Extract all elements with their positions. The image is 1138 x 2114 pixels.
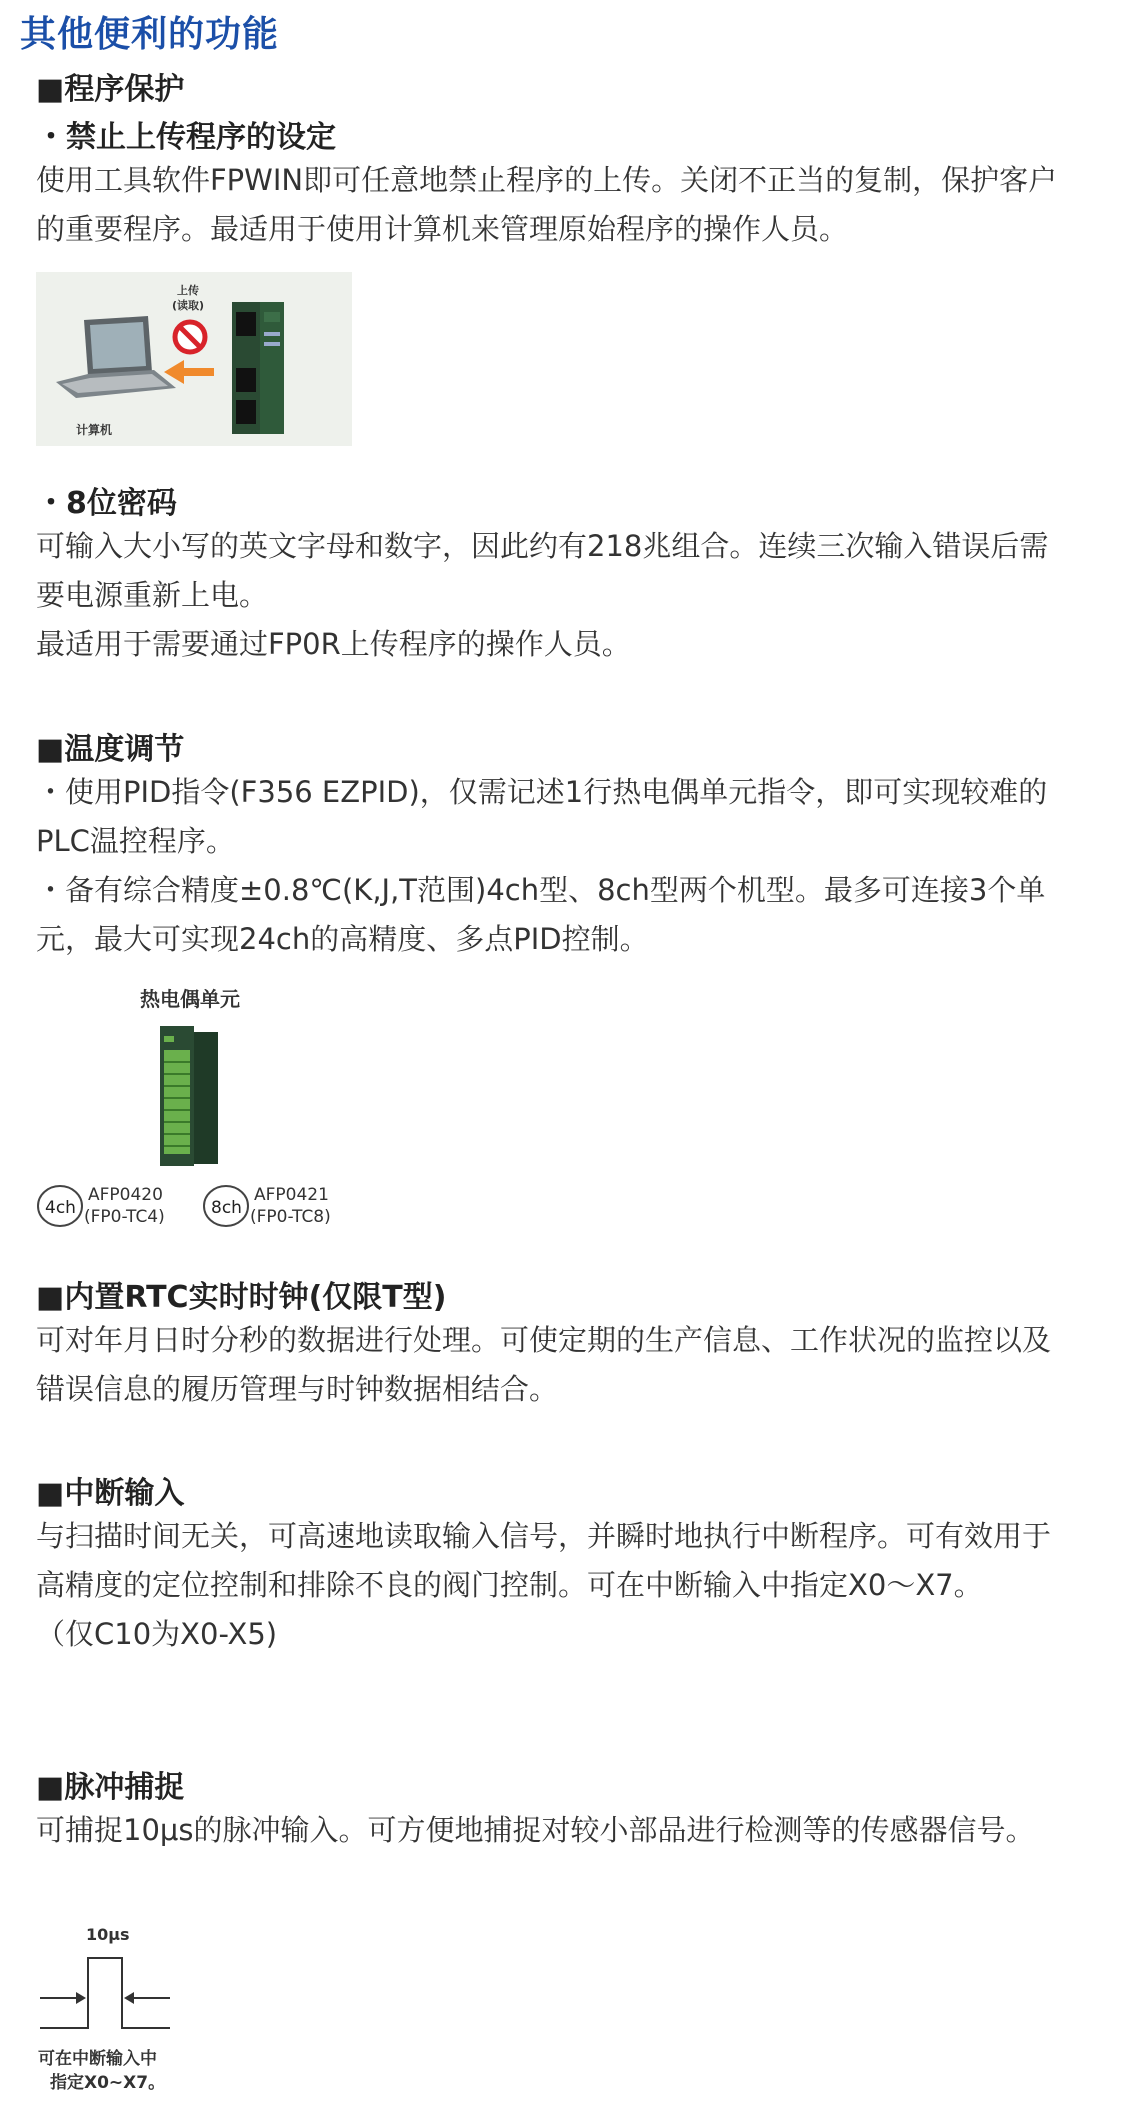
read-label: (读取) (172, 299, 205, 312)
pulse-caption-2: 指定X0~X7。 (50, 2073, 166, 2093)
model-2-code: AFP0421 (254, 1185, 329, 1205)
model-2-name: (FP0-TC8) (250, 1207, 331, 1227)
temperature-paragraph-1: ・使用PID指令(F356 EZPID)，仅需记述1行热电偶单元指令，即可实现较难的PLC温控程序。 (36, 775, 1048, 858)
thermocouple-unit-icon (160, 1026, 218, 1166)
plc-icon (232, 302, 284, 434)
thermocouple-unit-label: 热电偶单元 (140, 987, 240, 1011)
temperature-heading: ■温度调节 (36, 732, 185, 767)
upload-label: 上传 (177, 284, 199, 297)
badge-4ch-icon (38, 1186, 82, 1226)
rtc-heading: ■内置RTC实时时钟(仅限T型) (36, 1280, 447, 1315)
pulse-figure (36, 1918, 276, 2098)
upload-prohibit-text (36, 156, 1076, 254)
arrow-right-icon (40, 1992, 86, 2004)
model-1-name: (FP0-TC4) (84, 1207, 165, 1227)
temperature-text (36, 768, 1076, 964)
prohibited-icon (175, 322, 205, 352)
page-title: 其他便利的功能 (20, 14, 280, 55)
badge-8ch-icon (204, 1186, 248, 1226)
pulse-caption-1: 可在中断输入中 (38, 2049, 157, 2069)
pulse-paragraph: 可捕捉10μs的脉冲输入。可方便地捕捉对较小部品进行检测等的传感器信号。 (36, 1813, 1035, 1847)
temperature-paragraph-2: ・备有综合精度±0.8℃(K,J,T范围)4ch型、8ch型两个机型。最多可连接3个单元，最大可实现24ch的高精度、多点PID控制。 (36, 873, 1046, 956)
pulse-text (36, 1806, 1076, 1855)
upload-prohibit-subheading: ・禁止上传程序的设定 (36, 120, 336, 155)
upload-prohibit-paragraph: 使用工具软件FPWIN即可任意地禁止程序的上传。关闭不正当的复制，保护客户的重要程序。最适用于使用计算机来管理原始程序的操作人员。 (36, 163, 1058, 246)
thermocouple-figure (36, 980, 366, 1244)
computer-label: 计算机 (76, 423, 113, 437)
upload-prohibit-figure (36, 272, 352, 446)
interrupt-paragraph: 与扫描时间无关，可高速地读取输入信号，并瞬时地执行中断程序。可有效用于高精度的定位控制和排除不良的阀门控制。可在中断输入中指定X0～X7。 (36, 1519, 1052, 1602)
pulse-heading: ■脉冲捕捉 (36, 1770, 185, 1805)
rtc-text (36, 1316, 1076, 1414)
arrow-left-icon (164, 360, 214, 384)
program-protection-heading: ■程序保护 (36, 72, 185, 107)
interrupt-text (36, 1512, 1076, 1659)
model-1-code: AFP0420 (88, 1185, 163, 1205)
laptop-icon (56, 316, 176, 398)
rtc-paragraph: 可对年月日时分秒的数据进行处理。可使定期的生产信息、工作状况的监控以及错误信息的履历管理与时钟数据相结合。 (36, 1323, 1052, 1406)
password-text (36, 522, 1076, 669)
pulse-width-label: 10μs (86, 1925, 130, 1944)
svg-text:4ch: 4ch (45, 1198, 76, 1218)
interrupt-note: （仅C10为X0-X5) (36, 1617, 278, 1651)
password-paragraph-1: 可输入大小写的英文字母和数字，因此约有218兆组合。连续三次输入错误后需要电源重新上电。 (36, 529, 1049, 612)
arrow-left-icon (124, 1992, 170, 2004)
password-subheading: ・8位密码 (36, 486, 177, 521)
password-paragraph-2: 最适用于需要通过FP0R上传程序的操作人员。 (36, 627, 631, 661)
interrupt-heading: ■中断输入 (36, 1476, 185, 1511)
pulse-waveform (40, 1958, 170, 2028)
svg-text:8ch: 8ch (211, 1198, 242, 1218)
